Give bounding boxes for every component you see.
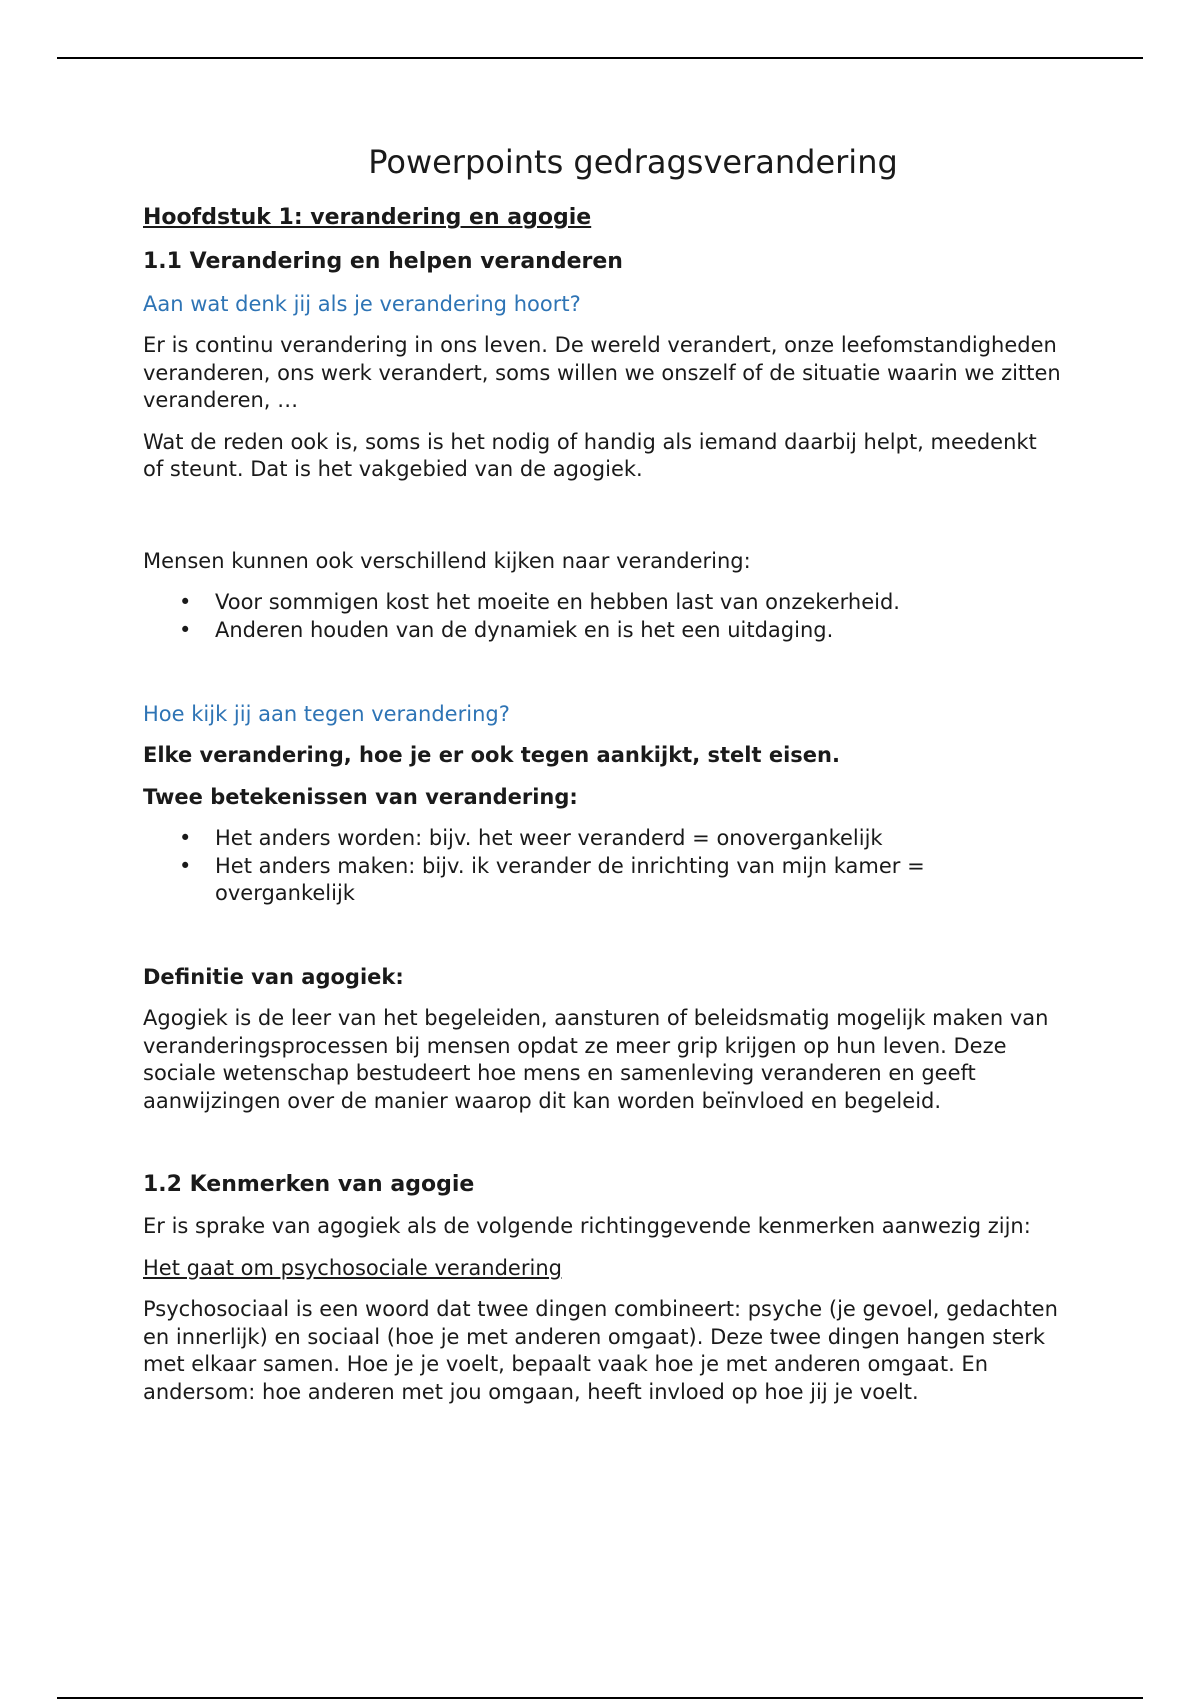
question-heading-2: Hoe kijk jij aan tegen verandering? — [143, 702, 510, 726]
bullet-icon: • — [179, 853, 192, 878]
document-title: Powerpoints gedragsverandering — [368, 143, 898, 181]
spacer — [143, 1129, 1063, 1171]
section-heading-1-1: 1.1 Verandering en helpen veranderen — [143, 249, 623, 274]
list-item — [179, 853, 1063, 908]
list-item — [179, 617, 1063, 645]
bullet-icon: • — [179, 826, 192, 850]
paragraph-1: Er is continu verandering in ons leven. De wereld verandert, onze leefomstandigheden veranderen, ons werk verandert, soms willen we onszelf of de situatie waarin we zitten veranderen, … — [143, 333, 1061, 412]
bold-statement: Elke verandering, hoe je er ook tegen aankijkt, stelt eisen. — [143, 743, 840, 767]
bullet-icon: • — [179, 590, 192, 614]
list-item-text: Voor sommigen kost het moeite en hebben last van onzekerheid. — [215, 590, 900, 614]
chapter-heading: Hoofdstuk 1: verandering en agogie — [143, 205, 592, 230]
document-page — [143, 138, 1063, 1420]
meanings-heading: Twee betekenissen van verandering: — [143, 784, 578, 809]
paragraph-3: Mensen kunnen ook verschillend kijken naar verandering: — [143, 548, 751, 573]
list-item — [179, 825, 1063, 853]
list-item-text: Het anders maken: bijv. ik verander de inrichting van mijn kamer = overgankelijk — [215, 853, 925, 905]
spacer — [143, 922, 1063, 964]
bullet-list-2 — [143, 825, 1063, 908]
list-item — [179, 589, 1063, 617]
definition-heading: Definitie van agogiek: — [143, 964, 404, 989]
definition-text: Agogiek is de leer van het begeleiden, aansturen of beleidsmatig mogelijk maken van veranderingsprocessen bij mensen opdat ze meer grip krijgen op hun leven. Deze sociale wetenschap bestudeert hoe mens en samenleving veranderen en geeft aanwijzingen over de manier waarop dit kan worden beïnvloed en begeleid. — [143, 1006, 1049, 1113]
section-1-2-text: Psychosociaal is een woord dat twee dingen combineert: psyche (je gevoel, gedachten en innerlijk) en sociaal (hoe je met anderen omgaat). Deze twee dingen hangen sterk met elkaar samen. Hoe je je voelt, bepaalt vaak hoe je met anderen omgaat. En andersom: hoe anderen met jou omgaan, heeft invloed op hoe jij je voelt. — [143, 1297, 1058, 1404]
footer-rule — [57, 1697, 1143, 1699]
question-heading-1: Aan wat denk jij als je verandering hoort? — [143, 292, 581, 316]
list-item-text: Anderen houden van de dynamiek en is het een uitdaging. — [215, 617, 834, 642]
bullet-icon: • — [179, 617, 192, 642]
header-rule — [57, 57, 1143, 59]
bullet-list-1 — [143, 589, 1063, 644]
spacer — [143, 658, 1063, 700]
paragraph-2: Wat de reden ook is, soms is het nodig of handig als iemand daarbij helpt, meedenkt of steunt. Dat is het vakgebied van de agogiek. — [143, 429, 1037, 481]
section-1-2-intro: Er is sprake van agogiek als de volgende richtinggevende kenmerken aanwezig zijn: — [143, 1214, 1031, 1238]
list-item-text: Het anders worden: bijv. het weer veranderd = onovergankelijk — [215, 826, 883, 850]
section-1-2-subheading: Het gaat om psychosociale verandering — [143, 1255, 562, 1280]
spacer — [143, 498, 1063, 548]
section-heading-1-2: 1.2 Kenmerken van agogie — [143, 1172, 475, 1197]
